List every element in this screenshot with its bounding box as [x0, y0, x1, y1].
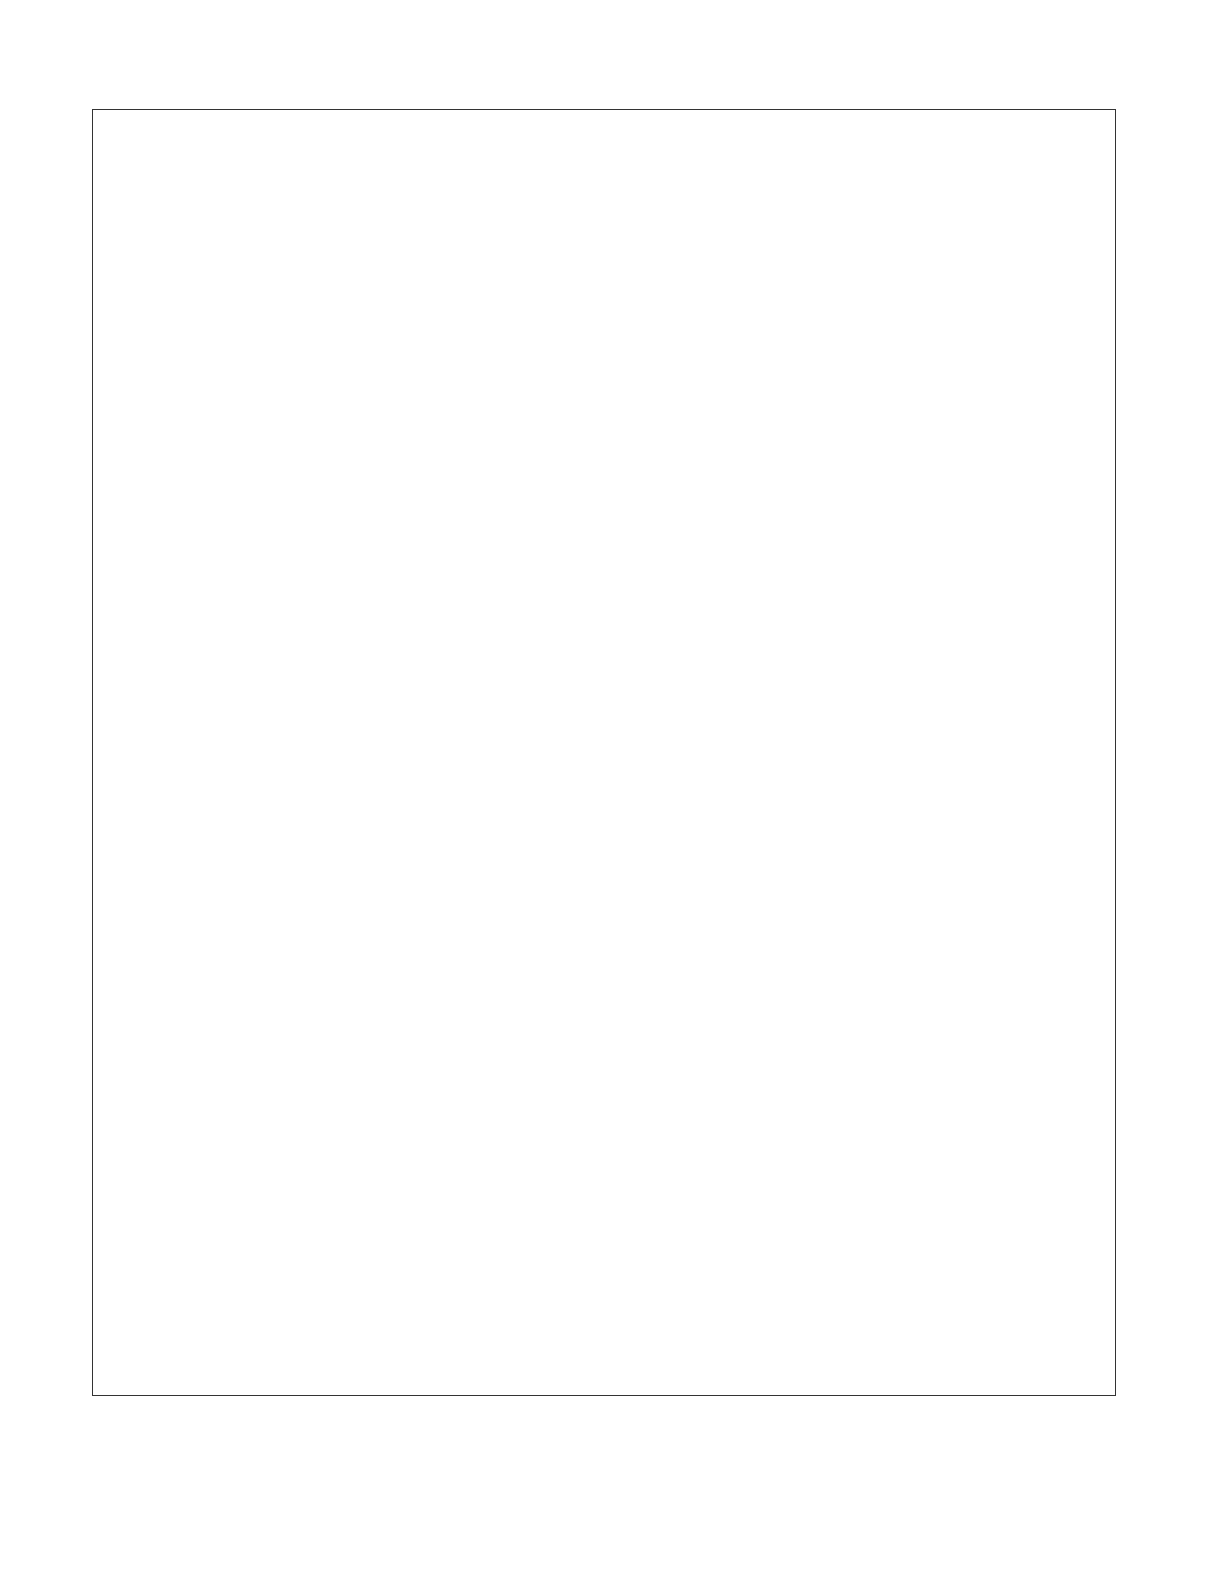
parts-table: [92, 109, 1116, 1396]
